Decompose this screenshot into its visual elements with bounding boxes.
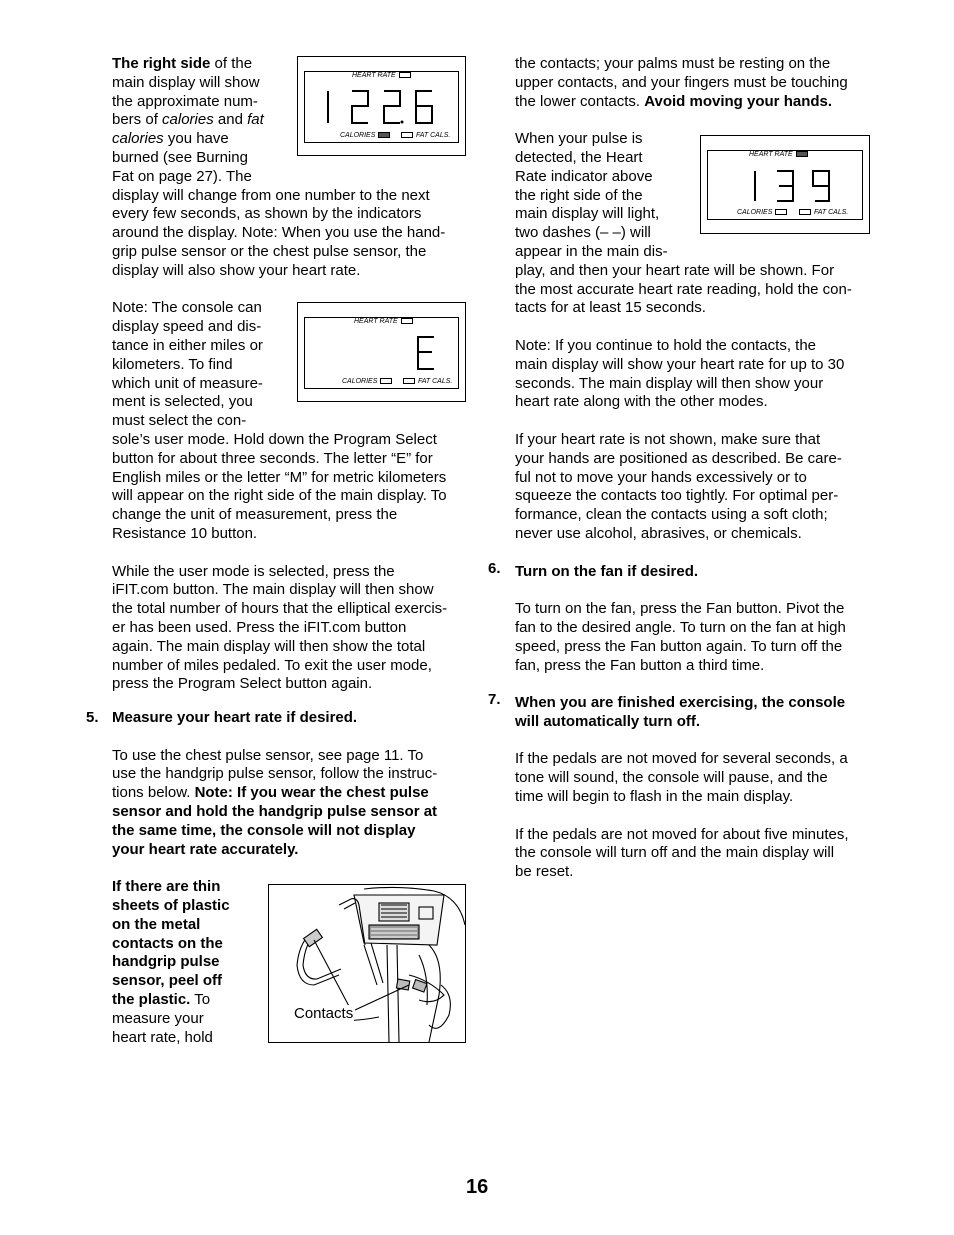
- text-line: time will begin to flash in the main display.: [515, 788, 794, 806]
- text-line: play, and then your heart rate will be shown. For: [515, 261, 835, 279]
- text-line: the most accurate heart rate reading, hold the con-: [515, 280, 852, 298]
- step-7-number: 7.: [488, 691, 501, 708]
- italic-term: calories: [112, 130, 164, 148]
- indicator-box-icon: [380, 378, 392, 384]
- text-line: the approximate num-: [112, 92, 258, 110]
- text-line: around the display. Note: When you use the hand-: [112, 224, 446, 242]
- text-line: [515, 93, 875, 112]
- text-line: measure your: [112, 1009, 204, 1027]
- text-line: the total number of hours that the elliptical exercis-: [112, 600, 448, 618]
- page-number: 16: [466, 1176, 489, 1198]
- text-line: two dashes (– –) will: [515, 224, 651, 242]
- text-line: again. The main display will then show the total: [112, 637, 426, 655]
- text-line: If the pedals are not moved for about five minutes,: [515, 825, 849, 843]
- bold-warning: Avoid moving your hands.: [644, 92, 833, 110]
- text-line: While the user mode is selected, press the: [112, 562, 395, 580]
- text-line: the contacts; your palms must be resting on the: [515, 55, 831, 72]
- text-line: every few seconds, as shown by the indicators: [112, 205, 422, 223]
- text-line: Resistance 10 button.: [112, 524, 258, 542]
- step-5-number: 5.: [86, 709, 99, 726]
- text-line: button for about three seconds. The letter “E” for: [112, 449, 433, 467]
- italic-term: fat: [247, 111, 264, 129]
- text-span: of the: [210, 55, 253, 72]
- text-line: If there are thin: [112, 878, 221, 896]
- text-line: To turn on the fan, press the Fan button. Pivot the: [515, 600, 845, 618]
- fat-cals-indicator: FAT CALS.: [403, 378, 452, 385]
- text-line: the same time, the console will not display: [112, 821, 416, 839]
- text-line: tone will sound, the console will pause, and the: [515, 769, 828, 787]
- text-line: speed, press the Fan button again. To turn off the: [515, 637, 843, 655]
- indicator-box-icon: [403, 378, 415, 384]
- text-line: main display will show your heart rate for up to 30: [515, 355, 845, 373]
- text-line: squeeze the contacts too tightly. For optimal per-: [515, 487, 839, 505]
- text-line: tacts for at least 15 seconds.: [515, 299, 706, 317]
- text-line: your hands are positioned as described. Be care-: [515, 449, 842, 467]
- text-line: Note: The console can: [112, 299, 262, 317]
- text-line: main display will light,: [515, 205, 660, 223]
- seven-segment-reading: [741, 167, 851, 205]
- text-line: contacts on the: [112, 934, 223, 952]
- heart-rate-indicator: HEART RATE: [354, 318, 413, 325]
- text-line: To use the chest pulse sensor, see page 11. To: [112, 746, 424, 764]
- text-line: the console will turn off and the main display will: [515, 844, 835, 862]
- text-span: the lower contacts.: [515, 92, 645, 110]
- indicator-box-icon: [399, 72, 411, 78]
- console-display-heart-rate: [700, 135, 870, 234]
- fat-cals-indicator: FAT CALS.: [799, 209, 848, 216]
- console-display-unit: [297, 302, 466, 402]
- text-line: burned (see Burning: [112, 148, 248, 166]
- text-line: iFIT.com button. The main display will then show: [112, 581, 434, 599]
- display-reading-value: [298, 303, 299, 304]
- step-7-title: When you are finished exercising, the console: [515, 694, 846, 712]
- text-line: English miles or the letter “M” for metric kilometers: [112, 468, 447, 486]
- text-line: your heart rate accurately.: [112, 840, 299, 858]
- text-line: kilometers. To find: [112, 355, 233, 373]
- text-span: and: [213, 111, 248, 129]
- indicator-box-lit-icon: [796, 151, 808, 157]
- step-7-title-cont: will automatically turn off.: [515, 712, 701, 730]
- text-line: which unit of measure-: [112, 374, 263, 392]
- text-line: sole’s user mode. Hold down the Program Select: [112, 430, 437, 448]
- bold-note: Note: If you wear the chest pulse: [194, 784, 429, 802]
- text-line: the right side of the: [515, 186, 643, 204]
- spacer: [112, 281, 472, 300]
- spacer: [515, 318, 875, 337]
- indicator-box-icon: [401, 318, 413, 324]
- text-span: To: [190, 990, 211, 1008]
- text-line: If the pedals are not moved for several seconds, a: [515, 750, 848, 768]
- spacer: [515, 732, 875, 751]
- indicator-box-icon: [775, 209, 787, 215]
- text-span: tions below.: [112, 784, 195, 802]
- text-line: heart rate, hold: [112, 1028, 213, 1046]
- text-line: on the metal: [112, 915, 201, 933]
- text-line: sensor and hold the handgrip pulse sensor at: [112, 802, 438, 820]
- text-line: main display will show: [112, 73, 260, 91]
- italic-term: calories: [162, 111, 214, 129]
- spacer: [515, 412, 875, 431]
- contacts-callout: Contacts: [294, 1005, 354, 1022]
- text-line: ment is selected, you: [112, 393, 253, 411]
- spacer: [112, 728, 472, 747]
- text-line: If your heart rate is not shown, make sure that: [515, 430, 821, 448]
- text-span: you have: [163, 130, 229, 148]
- text-line: appear in the main dis-: [515, 242, 668, 260]
- indicator-box-icon: [799, 209, 811, 215]
- text-line: sheets of plastic: [112, 896, 230, 914]
- text-line: number of miles pedaled. To exit the user mode,: [112, 656, 432, 674]
- text-line: fan to the desired angle. To turn on the fan at high: [515, 618, 846, 636]
- text-line: display speed and dis-: [112, 318, 262, 336]
- spacer: [112, 859, 472, 878]
- text-line: detected, the Heart: [515, 148, 643, 166]
- bold-span: the plastic.: [112, 990, 191, 1008]
- spacer: [515, 581, 875, 600]
- seven-segment-reading: [322, 87, 442, 127]
- display-reading-value: [701, 136, 703, 137]
- text-line: Fat on page 27). The: [112, 167, 252, 185]
- spacer: [515, 111, 875, 130]
- text-line: formance, clean the contacts using a soft cloth;: [515, 506, 828, 524]
- text-line: handgrip pulse: [112, 953, 220, 971]
- console-display-calories: [297, 56, 466, 156]
- step-6-number: 6.: [488, 560, 501, 577]
- text-line: press the Program Select button again.: [112, 675, 373, 693]
- text-line: When your pulse is: [515, 130, 643, 148]
- heart-rate-indicator: HEART RATE: [749, 151, 808, 158]
- text-line: er has been used. Press the iFIT.com button: [112, 618, 407, 636]
- calories-indicator: CALORIES: [737, 209, 787, 216]
- indicator-box-icon: [401, 132, 413, 138]
- text-line: fan, press the Fan button a third time.: [515, 656, 765, 674]
- spacer: [112, 544, 472, 563]
- text-line: seconds. The main display will then show your: [515, 374, 824, 392]
- seven-segment-reading: [322, 333, 442, 373]
- text-line: display will also show your heart rate.: [112, 261, 361, 279]
- step-6-title: Turn on the fan if desired.: [515, 562, 699, 580]
- text-line: upper contacts, and your fingers must be touching: [515, 73, 848, 91]
- spacer: [515, 675, 875, 694]
- spacer: [515, 544, 875, 563]
- step-5-title: Measure your heart rate if desired.: [112, 709, 358, 726]
- text-line: use the handgrip pulse sensor, follow the instruc-: [112, 765, 438, 783]
- text-line: display will change from one number to the next: [112, 186, 430, 204]
- display-reading-value: [298, 57, 300, 58]
- text-line: change the unit of measurement, press the: [112, 506, 398, 524]
- text-span: bers of: [112, 111, 163, 129]
- indicator-box-lit-icon: [378, 132, 390, 138]
- text-line: sensor, peel off: [112, 972, 223, 990]
- text-line: never use alcohol, abrasives, or chemicals.: [515, 524, 802, 542]
- text-line: must select the con-: [112, 412, 247, 430]
- text-line: grip pulse sensor or the chest pulse sensor, the: [112, 242, 427, 260]
- text-line: Rate indicator above: [515, 167, 653, 185]
- text-line: ful not to move your hands excessively or to: [515, 468, 807, 486]
- heart-rate-indicator: HEART RATE: [352, 72, 411, 79]
- calories-indicator: CALORIES: [340, 132, 390, 139]
- fat-cals-indicator: FAT CALS.: [401, 132, 450, 139]
- handgrip-figure: [268, 884, 466, 1043]
- text-line: will appear on the right side of the main display. To: [112, 487, 447, 505]
- text-line: be reset.: [515, 863, 574, 881]
- text-line: Note: If you continue to hold the contacts, the: [515, 336, 817, 354]
- text-line: tance in either miles or: [112, 336, 263, 354]
- text-line: [112, 784, 472, 803]
- bold-lead: The right side: [112, 55, 211, 72]
- spacer: [515, 807, 875, 826]
- text-line: heart rate along with the other modes.: [515, 393, 768, 411]
- calories-indicator: CALORIES: [342, 378, 392, 385]
